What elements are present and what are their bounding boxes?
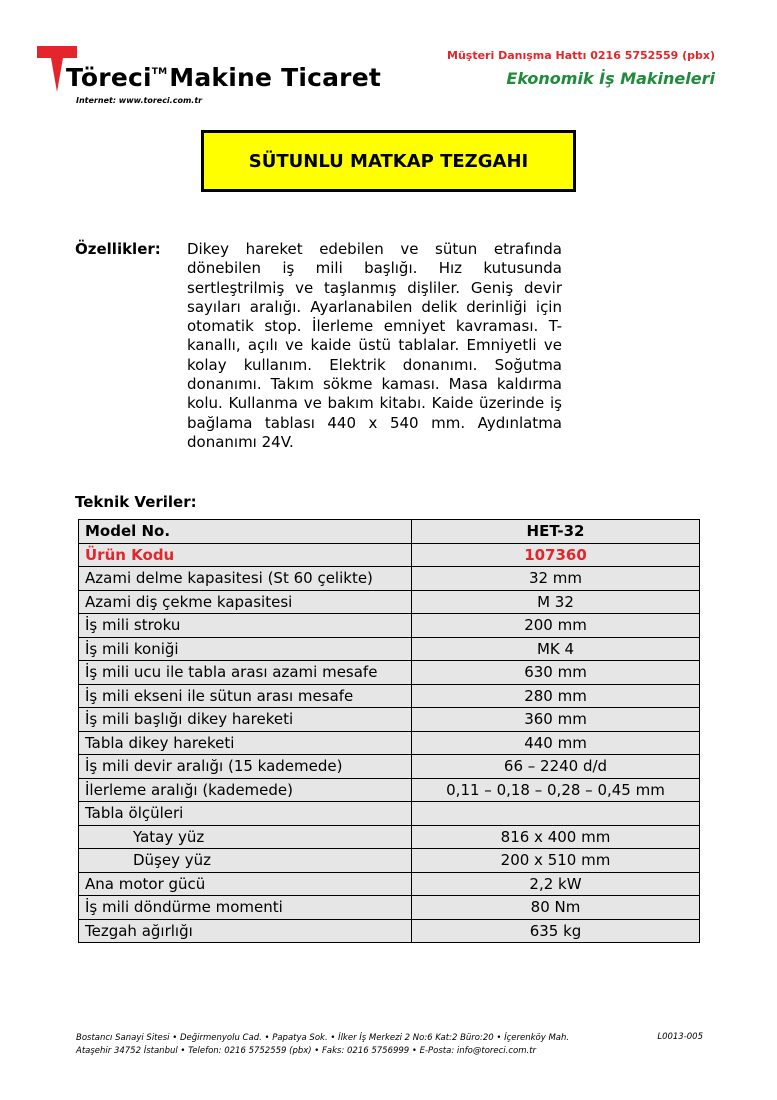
spec-value-cell: 440 mm: [412, 731, 700, 755]
tech-label: Teknik Veriler:: [75, 493, 197, 511]
table-row: [79, 825, 700, 849]
spec-value-cell: 280 mm: [412, 684, 700, 708]
spec-name-cell: İş mili ekseni ile sütun arası mesafe: [79, 684, 412, 708]
table-row: [79, 614, 700, 638]
spec-value-cell: 66 – 2240 d/d: [412, 755, 700, 779]
slogan-text: Ekonomik İş Makineleri: [506, 69, 715, 88]
table-row: [79, 520, 700, 544]
spec-table: [78, 519, 700, 943]
spec-value-cell: HET-32: [412, 520, 700, 544]
table-row: [79, 567, 700, 591]
footer-line-2: Ataşehir 34752 İstanbul • Telefon: 0216 5752559 (pbx) • Faks: 0216 5756999 • E-Posta: info@toreci.com.tr: [76, 1045, 537, 1056]
logo-t-stem: [51, 58, 63, 92]
spec-name-cell: İş mili başlığı dikey hareketi: [79, 708, 412, 732]
spec-name-cell: İş mili ucu ile tabla arası azami mesafe: [79, 661, 412, 685]
spec-value-cell: 200 x 510 mm: [412, 849, 700, 873]
spec-name-cell: Tabla ölçüleri: [79, 802, 412, 826]
spec-name-cell: İlerleme aralığı (kademede): [79, 778, 412, 802]
page-title: SÜTUNLU MATKAP TEZGAHI: [201, 130, 576, 192]
spec-name-cell: İş mili döndürme momenti: [79, 896, 412, 920]
company-name-suffix: Makine Ticaret: [169, 63, 382, 92]
footer-line-1: Bostancı Sanayi Sitesi • Değirmenyolu Cad. • Papatya Sok. • İlker İş Merkezi 2 No:6 Kat:2 Büro:20 • İçerenköy Mah.: [76, 1033, 570, 1043]
hotline-text: Müşteri Danışma Hattı 0216 5752559 (pbx): [447, 49, 715, 62]
table-row: [79, 543, 700, 567]
spec-name-cell: Tabla dikey hareketi: [79, 731, 412, 755]
spec-name-cell: İş mili devir aralığı (15 kademede): [79, 755, 412, 779]
company-name-main: Töreci: [66, 63, 152, 92]
website-text: Internet: www.toreci.com.tr: [76, 96, 203, 105]
spec-value-cell: MK 4: [412, 637, 700, 661]
spec-name-cell: Ürün Kodu: [79, 543, 412, 567]
features-label: Özellikler:: [75, 240, 161, 258]
footer-address: [76, 1032, 569, 1057]
table-row: [79, 778, 700, 802]
table-row: [79, 755, 700, 779]
spec-value-cell: 32 mm: [412, 567, 700, 591]
doc-code: L0013-005: [657, 1032, 703, 1042]
table-row: [79, 661, 700, 685]
spec-name-cell: Ana motor gücü: [79, 872, 412, 896]
spec-value-cell: 816 x 400 mm: [412, 825, 700, 849]
table-row: [79, 872, 700, 896]
spec-value-cell: 635 kg: [412, 919, 700, 943]
table-row: [79, 849, 700, 873]
table-row: [79, 731, 700, 755]
spec-value-cell: 107360: [412, 543, 700, 567]
features-text: Dikey hareket edebilen ve sütun etrafında dönebilen iş mili başlığı. Hız kutusunda sertleştrilmiş ve taşlanmış dişliler. Geniş devir sayıları aralığı. Ayarlanabilen delik derinliği için otomatik stop. İlerleme emniyet kavraması. T-kanallı, açılı ve kaide üstü tablalar. Emniyetli ve kolay kullanım. Elektrik donanımı. Soğutma donanımı. Takım sökme kaması. Masa kaldırma kolu. Kullanma ve bakım kitabı. Kaide üzerinde iş bağlama tablası 440 x 540 mm. Aydınlatma donanımı 24V.: [187, 240, 562, 451]
company-name: [66, 63, 381, 92]
spec-value-cell: 80 Nm: [412, 896, 700, 920]
spec-value-cell: [412, 802, 700, 826]
spec-name-cell: Yatay yüz: [79, 825, 412, 849]
spec-name-cell: Model No.: [79, 520, 412, 544]
spec-name-cell: İş mili stroku: [79, 614, 412, 638]
table-row: [79, 590, 700, 614]
spec-value-cell: 0,11 – 0,18 – 0,28 – 0,45 mm: [412, 778, 700, 802]
table-row: [79, 708, 700, 732]
spec-name-cell: Düşey yüz: [79, 849, 412, 873]
spec-value-cell: 630 mm: [412, 661, 700, 685]
table-row: [79, 896, 700, 920]
spec-name-cell: Azami delme kapasitesi (St 60 çelikte): [79, 567, 412, 591]
spec-name-cell: Tezgah ağırlığı: [79, 919, 412, 943]
spec-value-cell: 360 mm: [412, 708, 700, 732]
spec-name-cell: İş mili koniği: [79, 637, 412, 661]
spec-value-cell: 2,2 kW: [412, 872, 700, 896]
spec-value-cell: 200 mm: [412, 614, 700, 638]
logo-t-bar: [37, 46, 77, 58]
table-row: [79, 919, 700, 943]
trademark-mark: TM: [151, 67, 168, 77]
spec-value-cell: M 32: [412, 590, 700, 614]
table-row: [79, 684, 700, 708]
spec-name-cell: Azami diş çekme kapasitesi: [79, 590, 412, 614]
table-row: [79, 637, 700, 661]
table-row: [79, 802, 700, 826]
